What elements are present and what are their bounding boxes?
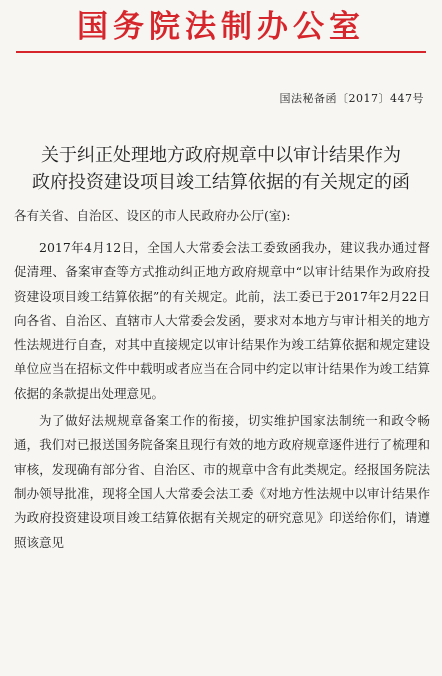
document-number: 国法秘备函〔2017〕447号	[279, 92, 424, 105]
body-paragraph-2: 为了做好法规规章备案工作的衔接，切实维护国家法制统一和政令畅通，我们对已报送国务院备案且现行有效的地方政府规章逐件进行了梳理和审核，发现确有部分省、自治区、市的规章中含有此类规定。经报国务院法制办领导批准，现将全国人大常委会法工委《对地方性法规中以审计结果作为政府投资建设项目竣工结算依据有关规定的研究意见》印送给你们，请遵照该意见	[14, 413, 430, 550]
document-title	[10, 142, 432, 196]
office-header: 国务院法制办公室	[77, 9, 365, 45]
header-red-rule	[16, 51, 426, 53]
title-line-1: 关于纠正处理地方政府规章中以审计结果作为	[41, 145, 401, 166]
body-paragraph-1: 2017年4月12日，全国人大常委会法工委致函我办，建议我办通过督促清理、备案审查等方式推动纠正地方政府规章中“以审计结果作为政府投资建设项目竣工结算依据”的有关规定。此前，法工委已于2017年2月22日向各省、自治区、直辖市人大常委会发函，要求对本地方与审计相关的地方性法规进行自查，对其中直接规定以审计结果作为竣工结算依据和规定建设单位应当在招标文件中载明或者应当在合同中约定以审计结果作为竣工结算依据的条款提出处理意见。	[14, 240, 430, 401]
title-line-2: 政府投资建设项目竣工结算依据的有关规定的函	[32, 172, 410, 193]
addressee: 各有关省、自治区、设区的市人民政府办公厅(室):	[14, 208, 291, 223]
document-body	[14, 236, 430, 555]
